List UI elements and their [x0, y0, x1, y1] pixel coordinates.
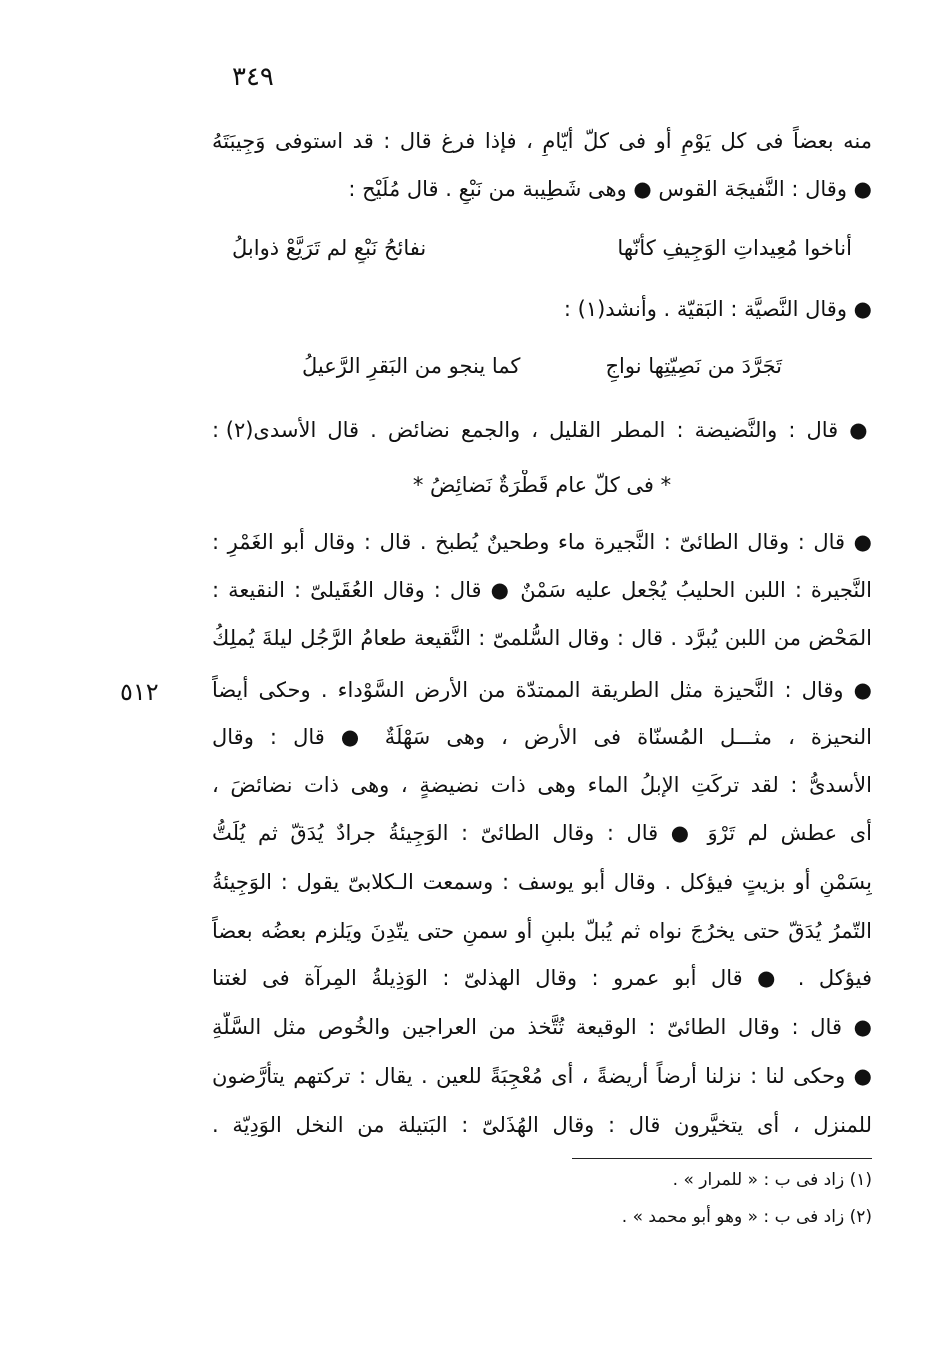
text-line-14: فيؤكل . ● قال أبو عمرو : وقال الهذلىّ : الوَذِيلةُ المِرآة فى لغتنا: [212, 966, 872, 990]
footnote-separator: [572, 1158, 872, 1159]
verse-1-second-hemistich: نفائحُ نَبْعٍ لم تَرَيَّعْ ذوابلُ: [232, 236, 427, 260]
text-line-5: ● قال : وقال الطائىّ : النَّجيرة ماء وطحينٌ يُطبخ . قال : وقال أبو الغَمْرِ :: [212, 530, 872, 554]
text-line-7: المَحْض من اللبن يُبرَّد . قال : وقال السُّلمىّ : النَّقيعة طعامُ الرَّجُل ليلةَ يُملِكُ: [212, 626, 872, 650]
verse-3: * فى كلّ عام قَطْرَةٌ نَضائِضُ *: [412, 473, 672, 497]
text-line-9: النحيزة ، مثـــل المُسنّاة فى الأرض ، وهى سَهْلَةٌ ● قال : وقال: [212, 725, 872, 749]
text-line-2: ● وقال : النَّفيجَة القوس ● وهى شَطِيبة من نَبْعٍ . قال مُلَيْح :: [348, 177, 872, 201]
text-line-13: التّمرُ يُدَقّ حتى يخرُجَ نواه ثم يُبلّ بلبنٍ أو سمنٍ حتى يتّدِنَ ويَلزم بعضُه بعضاً: [212, 919, 872, 943]
footnote-2: (٢) زاد فى ب : « وهو أبو محمد » .: [621, 1207, 872, 1227]
footnote-1: (١) زاد فى ب : « للمرار » .: [672, 1170, 872, 1190]
text-line-11: أى عطش لم تَرْوَ ● قال : وقال الطائىّ : الوَجِيئةُ جرادٌ يُدَقّ ثم يُلَتُّ: [212, 821, 872, 845]
margin-number: ٥١٢: [120, 678, 159, 706]
text-line-15: ● قال : وقال الطائىّ : الوقيعة تُتَّخذ من العراجين والخُوص مثل السَّلّةِ: [212, 1015, 872, 1039]
text-line-10: الأسدىُّ : لقد تركَتِ الإبلُ الماء وهى ذات نضيضةٍ ، وهى ذات نضائضَ ،: [212, 773, 872, 797]
text-line-12: بِسَمْنٍ أو بزيتٍ فيؤكل . وقال أبو يوسف : وسمعت الـكلابىّ يقول : الوَجِيئةُ: [212, 870, 872, 894]
verse-1-first-hemistich: أناخوا مُعِيداتِ الوَجِيفِ كأنّها: [617, 236, 852, 260]
text-line-1: منه بعضاً فى كل يَوْمٍ أو فى كلّ أيّامٍ ، فإذا فرغ قال : قد استوفى وَجِيبَتَهُ: [212, 129, 872, 153]
verse-2-second-hemistich: كما ينجو من البَقرِ الرَّعيلُ: [302, 354, 521, 378]
text-line-3: ● وقال النَّصيَّة : البَقيّة . وأنشد(١) :: [563, 297, 872, 321]
verse-2: [212, 350, 872, 382]
verse-1: [212, 232, 872, 264]
text-line-17: للمنزل ، أى يتخيَّرون قال : وقال الهُذَلىّ : البَتيلة من النخل الوَدِيّة .: [212, 1113, 872, 1137]
text-line-6: النَّجيرة : اللبن الحليبُ يُجْعل عليه سَمْنٌ ● قال : وقال العُقَيلىّ : النقيعة :: [212, 578, 872, 602]
page-number: ٣٤٩: [232, 62, 274, 92]
text-line-4: ● قال : والنَّضيضة : المطر القليل ، والجمع نضائض . قال الأسدى(٢) :: [212, 418, 872, 442]
text-line-16: ● وحكى لنا : نزلنا أرضاً أريضةً ، أى مُعْجِبَةً للعين . يقال : تركتهم يتأرَّضون: [212, 1064, 872, 1088]
text-line-8: ● وقال : النَّحيزة مثل الطريقة الممتدّة من الأرض السَّوْداء . وحكى أيضاً: [212, 678, 872, 702]
verse-2-first-hemistich: تَجَرَّدَ من نَصِيّتِها نواجٍ: [605, 354, 782, 378]
